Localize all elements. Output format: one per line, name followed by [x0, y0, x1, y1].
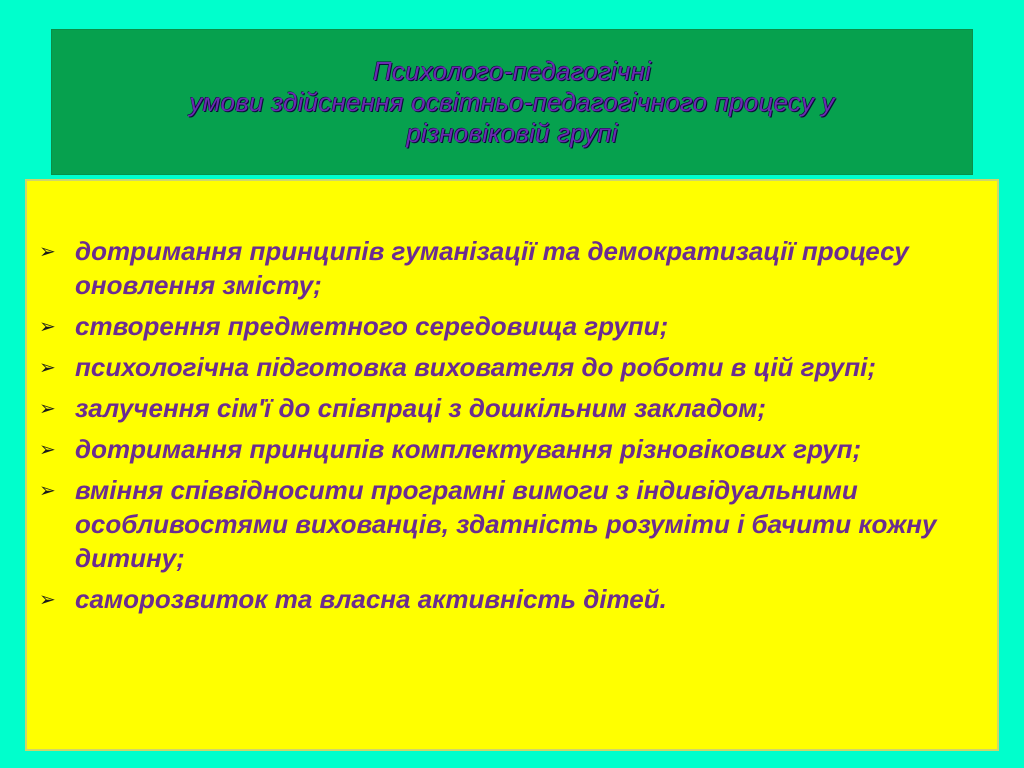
arrow-bullet-icon: ➢: [39, 314, 56, 338]
bullet-text: саморозвиток та власна активність дітей.: [75, 584, 667, 614]
title-line-1: Психолого-педагогічні: [372, 55, 652, 86]
list-item: [39, 391, 989, 425]
list-item: [39, 432, 989, 466]
title-line-2: умови здійснення освітньо-педагогічного процесу у: [189, 86, 835, 117]
arrow-bullet-icon: ➢: [39, 355, 56, 379]
arrow-bullet-icon: ➢: [39, 587, 56, 611]
list-item: [39, 350, 989, 384]
title-box: [51, 29, 973, 175]
bullet-text: психологічна підготовка вихователя до роботи в цій групі;: [75, 352, 876, 382]
arrow-bullet-icon: ➢: [39, 239, 56, 263]
title-line-3: різновіковій групі: [406, 117, 618, 148]
bullet-text: вміння співвідносити програмні вимоги з індивідуальними особливостями вихованців, здатність розуміти і бачити кожну дитину;: [75, 475, 937, 573]
arrow-bullet-icon: ➢: [39, 478, 56, 502]
bullet-text: створення предметного середовища групи;: [75, 311, 669, 341]
bullet-text: залучення сім'ї до співпраці з дошкільним закладом;: [75, 393, 767, 423]
bullet-list: [39, 234, 989, 623]
arrow-bullet-icon: ➢: [39, 396, 56, 420]
list-item: [39, 234, 989, 302]
arrow-bullet-icon: ➢: [39, 437, 56, 461]
bullet-text: дотримання принципів комплектування різновікових груп;: [75, 434, 862, 464]
content-box: [25, 179, 999, 751]
list-item: [39, 582, 989, 616]
list-item: [39, 473, 989, 575]
list-item: [39, 309, 989, 343]
bullet-text: дотримання принципів гуманізації та демократизації процесу оновлення змісту;: [75, 236, 909, 300]
